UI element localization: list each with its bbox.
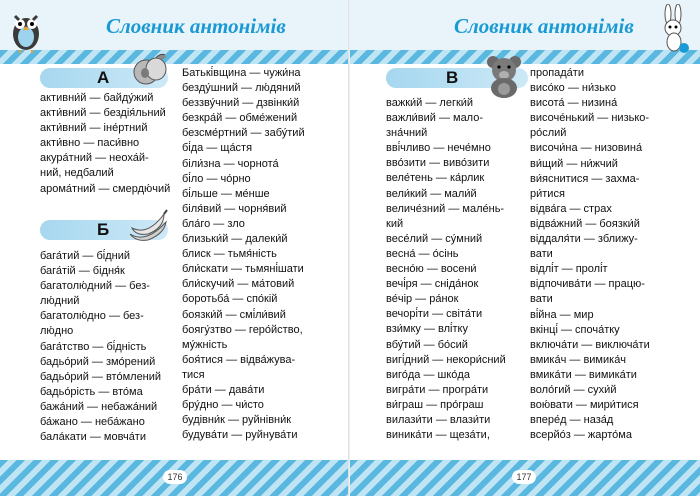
entry-line: безду́шний — лю́дяний bbox=[182, 82, 301, 95]
section-letter-a: А bbox=[97, 68, 110, 87]
entry-line: акти́вно — паси́вно bbox=[40, 137, 140, 150]
entry-line: бага́тій — бідня́к bbox=[40, 265, 125, 278]
entry-line: виника́ти — щеза́ти, bbox=[386, 429, 490, 442]
entry-line: весно́ю — восени́ bbox=[386, 263, 477, 276]
entry-line: багатолю́дно — без- bbox=[40, 310, 144, 323]
page-number: 176 bbox=[163, 470, 187, 484]
entry-line: будува́ти — руйнува́ти bbox=[182, 429, 298, 442]
peach-icon bbox=[132, 52, 168, 86]
entry-line: вати bbox=[530, 248, 553, 261]
entry-line: бі́льше — ме́нше bbox=[182, 187, 270, 200]
entry-line: ві́йна — мир bbox=[530, 308, 594, 321]
entry-line: бла́го — зло bbox=[182, 217, 245, 230]
header-stripe bbox=[350, 50, 700, 64]
entry-line: бра́ти — дава́ти bbox=[182, 383, 265, 396]
entry-line: тися bbox=[182, 368, 205, 381]
entry-line: кий bbox=[386, 217, 404, 230]
entry-line: височи́на — низовина́ bbox=[530, 142, 643, 155]
entry-line: вечорі́ти — світа́ти bbox=[386, 308, 483, 321]
entry-line: воло́гий — сухи́й bbox=[530, 383, 617, 396]
entry-line: акти́вний — іне́ртний bbox=[40, 122, 148, 135]
entry-line: бі́ло — чо́рно bbox=[182, 172, 251, 185]
column-2-entries bbox=[530, 66, 650, 443]
bunny-icon bbox=[654, 4, 694, 54]
entry-line: бадьо́рий — вто́млений bbox=[40, 370, 162, 383]
entry-line: вмика́ч — вимика́ч bbox=[530, 353, 627, 366]
entry-line: вкінці́ — споча́тку bbox=[530, 323, 620, 336]
entry-line: пропада́ти bbox=[530, 67, 584, 79]
entry-line: беззву́чний — дзвінки́й bbox=[182, 97, 300, 110]
entry-line: багатолю́дний — без- bbox=[40, 280, 150, 293]
entry-line: ро́слий bbox=[530, 127, 567, 140]
entry-line: боротьба́ — спо́кій bbox=[182, 293, 278, 306]
section-letter-b: Б bbox=[97, 220, 110, 239]
entry-line: висо́ко — ни́зько bbox=[530, 82, 616, 95]
entry-line: лю́дно bbox=[40, 325, 74, 338]
entry-line: відва́га — страх bbox=[530, 202, 612, 215]
entry-line: відлі́т — пролі́т bbox=[530, 263, 608, 276]
entry-line: будівни́к — руйнівни́к bbox=[182, 414, 292, 427]
entry-line: безсме́ртний — забу́тий bbox=[182, 127, 305, 140]
entry-line: бру́дно — чи́сто bbox=[182, 399, 264, 412]
entry-line: бала́кати — мовча́ти bbox=[40, 431, 146, 444]
entry-line: боязки́й — смі́ли́вий bbox=[182, 308, 286, 321]
entry-line: лю́дний bbox=[40, 295, 80, 308]
page-title: Словник антонімів bbox=[106, 14, 286, 38]
entry-line: вигра́ти — програ́ти bbox=[386, 383, 489, 396]
section-letter-v: В bbox=[446, 68, 459, 87]
right-page bbox=[350, 0, 700, 496]
entry-line: боягу́зтво — геро́йство, bbox=[182, 323, 303, 336]
section-a-entries bbox=[40, 91, 170, 197]
entry-line: вигі́дний — некори́сний bbox=[386, 353, 506, 366]
entry-line: вечі́ря — сніда́нок bbox=[386, 278, 479, 291]
entry-line: відва́жний — боязки́й bbox=[530, 217, 640, 230]
entry-line: бадьо́рість — вто́ма bbox=[40, 385, 143, 398]
entry-line: ви́щий — ни́жчий bbox=[530, 157, 618, 170]
entry-line: величе́зний — мале́нь- bbox=[386, 202, 505, 215]
entry-line: бі́да — ща́стя bbox=[182, 142, 253, 155]
entry-line: відпочива́ти — працю- bbox=[530, 278, 645, 291]
column-2-entries bbox=[182, 66, 305, 443]
entry-line: включа́ти — виключа́ти bbox=[530, 338, 650, 351]
entry-line: всерйо́з — жарто́ма bbox=[530, 429, 632, 442]
entry-line: вмика́ти — вимика́ти bbox=[530, 368, 637, 381]
entry-line: бажа́ний — небажа́ний bbox=[40, 400, 158, 413]
entry-line: бли́скати — тьмяні́шати bbox=[182, 263, 304, 276]
entry-line: біли́зна — чорнота́ bbox=[182, 157, 279, 170]
entry-line: бага́тство — бі́дність bbox=[40, 340, 147, 353]
entry-line: впере́д — наза́д bbox=[530, 414, 614, 427]
entry-line: ри́тися bbox=[530, 187, 565, 200]
section-b-entries bbox=[40, 249, 161, 445]
entry-line: акти́вний — бездія́льний bbox=[40, 107, 166, 120]
entry-line: блиск — тьмя́ність bbox=[182, 248, 277, 261]
entry-line: височе́нький — низько- bbox=[530, 112, 650, 125]
entry-line: веле́тень — ка́рлик bbox=[386, 172, 485, 185]
entry-line: біля́вий — чорня́вий bbox=[182, 202, 287, 215]
entry-line: вою́вати — мири́тися bbox=[530, 399, 639, 412]
header-stripe bbox=[0, 50, 350, 64]
entry-line: віддаля́ти — зближу- bbox=[530, 233, 638, 246]
entry-line: вати bbox=[530, 293, 553, 306]
entry-line: му́жність bbox=[182, 338, 228, 351]
entry-line: вели́кий — мали́й bbox=[386, 187, 477, 200]
entry-line: ве́чір — ра́нок bbox=[386, 293, 459, 306]
entry-line: зна́чний bbox=[386, 127, 428, 140]
entry-line: ний, недбалий bbox=[40, 167, 114, 180]
entry-line: виго́да — шко́да bbox=[386, 368, 470, 381]
entry-line: взи́мку — влі́тку bbox=[386, 323, 468, 336]
section-v-entries bbox=[386, 96, 506, 443]
entry-line: Батькі́вщина — чужи́на bbox=[182, 67, 301, 79]
entry-line: вво́зити — виво́зити bbox=[386, 157, 490, 170]
entry-line: ви́яснитися — захма- bbox=[530, 172, 640, 185]
bananas-icon bbox=[126, 208, 170, 244]
entry-line: бага́тий — бі́дний bbox=[40, 250, 131, 262]
entry-line: акура́тний — неоха́й- bbox=[40, 152, 149, 165]
page-number: 177 bbox=[512, 470, 536, 484]
entry-line: близьки́й — далеки́й bbox=[182, 233, 288, 246]
entry-line: ви́граш — про́граш bbox=[386, 398, 484, 411]
teddy-bear-icon bbox=[484, 54, 524, 98]
entry-line: важли́вий — мало- bbox=[386, 112, 484, 125]
entry-line: важки́й — легки́й bbox=[386, 97, 474, 109]
entry-line: висота́ — низина́ bbox=[530, 97, 618, 110]
entry-line: ба́жано — неба́жано bbox=[40, 416, 145, 429]
entry-line: весна́ — о́сінь bbox=[386, 247, 459, 260]
entry-line: вилази́ти — влази́ти bbox=[386, 413, 491, 426]
entry-line: безкра́й — обме́жений bbox=[182, 112, 298, 125]
entry-line: весе́лий — су́мний bbox=[386, 232, 483, 245]
entry-line: вбу́тий — бо́сий bbox=[386, 338, 468, 351]
entry-line: боя́тися — відва́жува- bbox=[182, 353, 296, 366]
entry-line: бли́скучий — ма́товий bbox=[182, 278, 295, 291]
entry-line: вві́чливо — нече́мно bbox=[386, 142, 491, 155]
owl-icon bbox=[6, 4, 46, 54]
entry-line: арома́тний — смердю́чий bbox=[40, 182, 171, 195]
entry-line: активни́й — байду́жий bbox=[40, 92, 154, 104]
entry-line: бадьо́рий — змо́рений bbox=[40, 355, 156, 368]
page-title: Словник антонімів bbox=[454, 14, 634, 38]
